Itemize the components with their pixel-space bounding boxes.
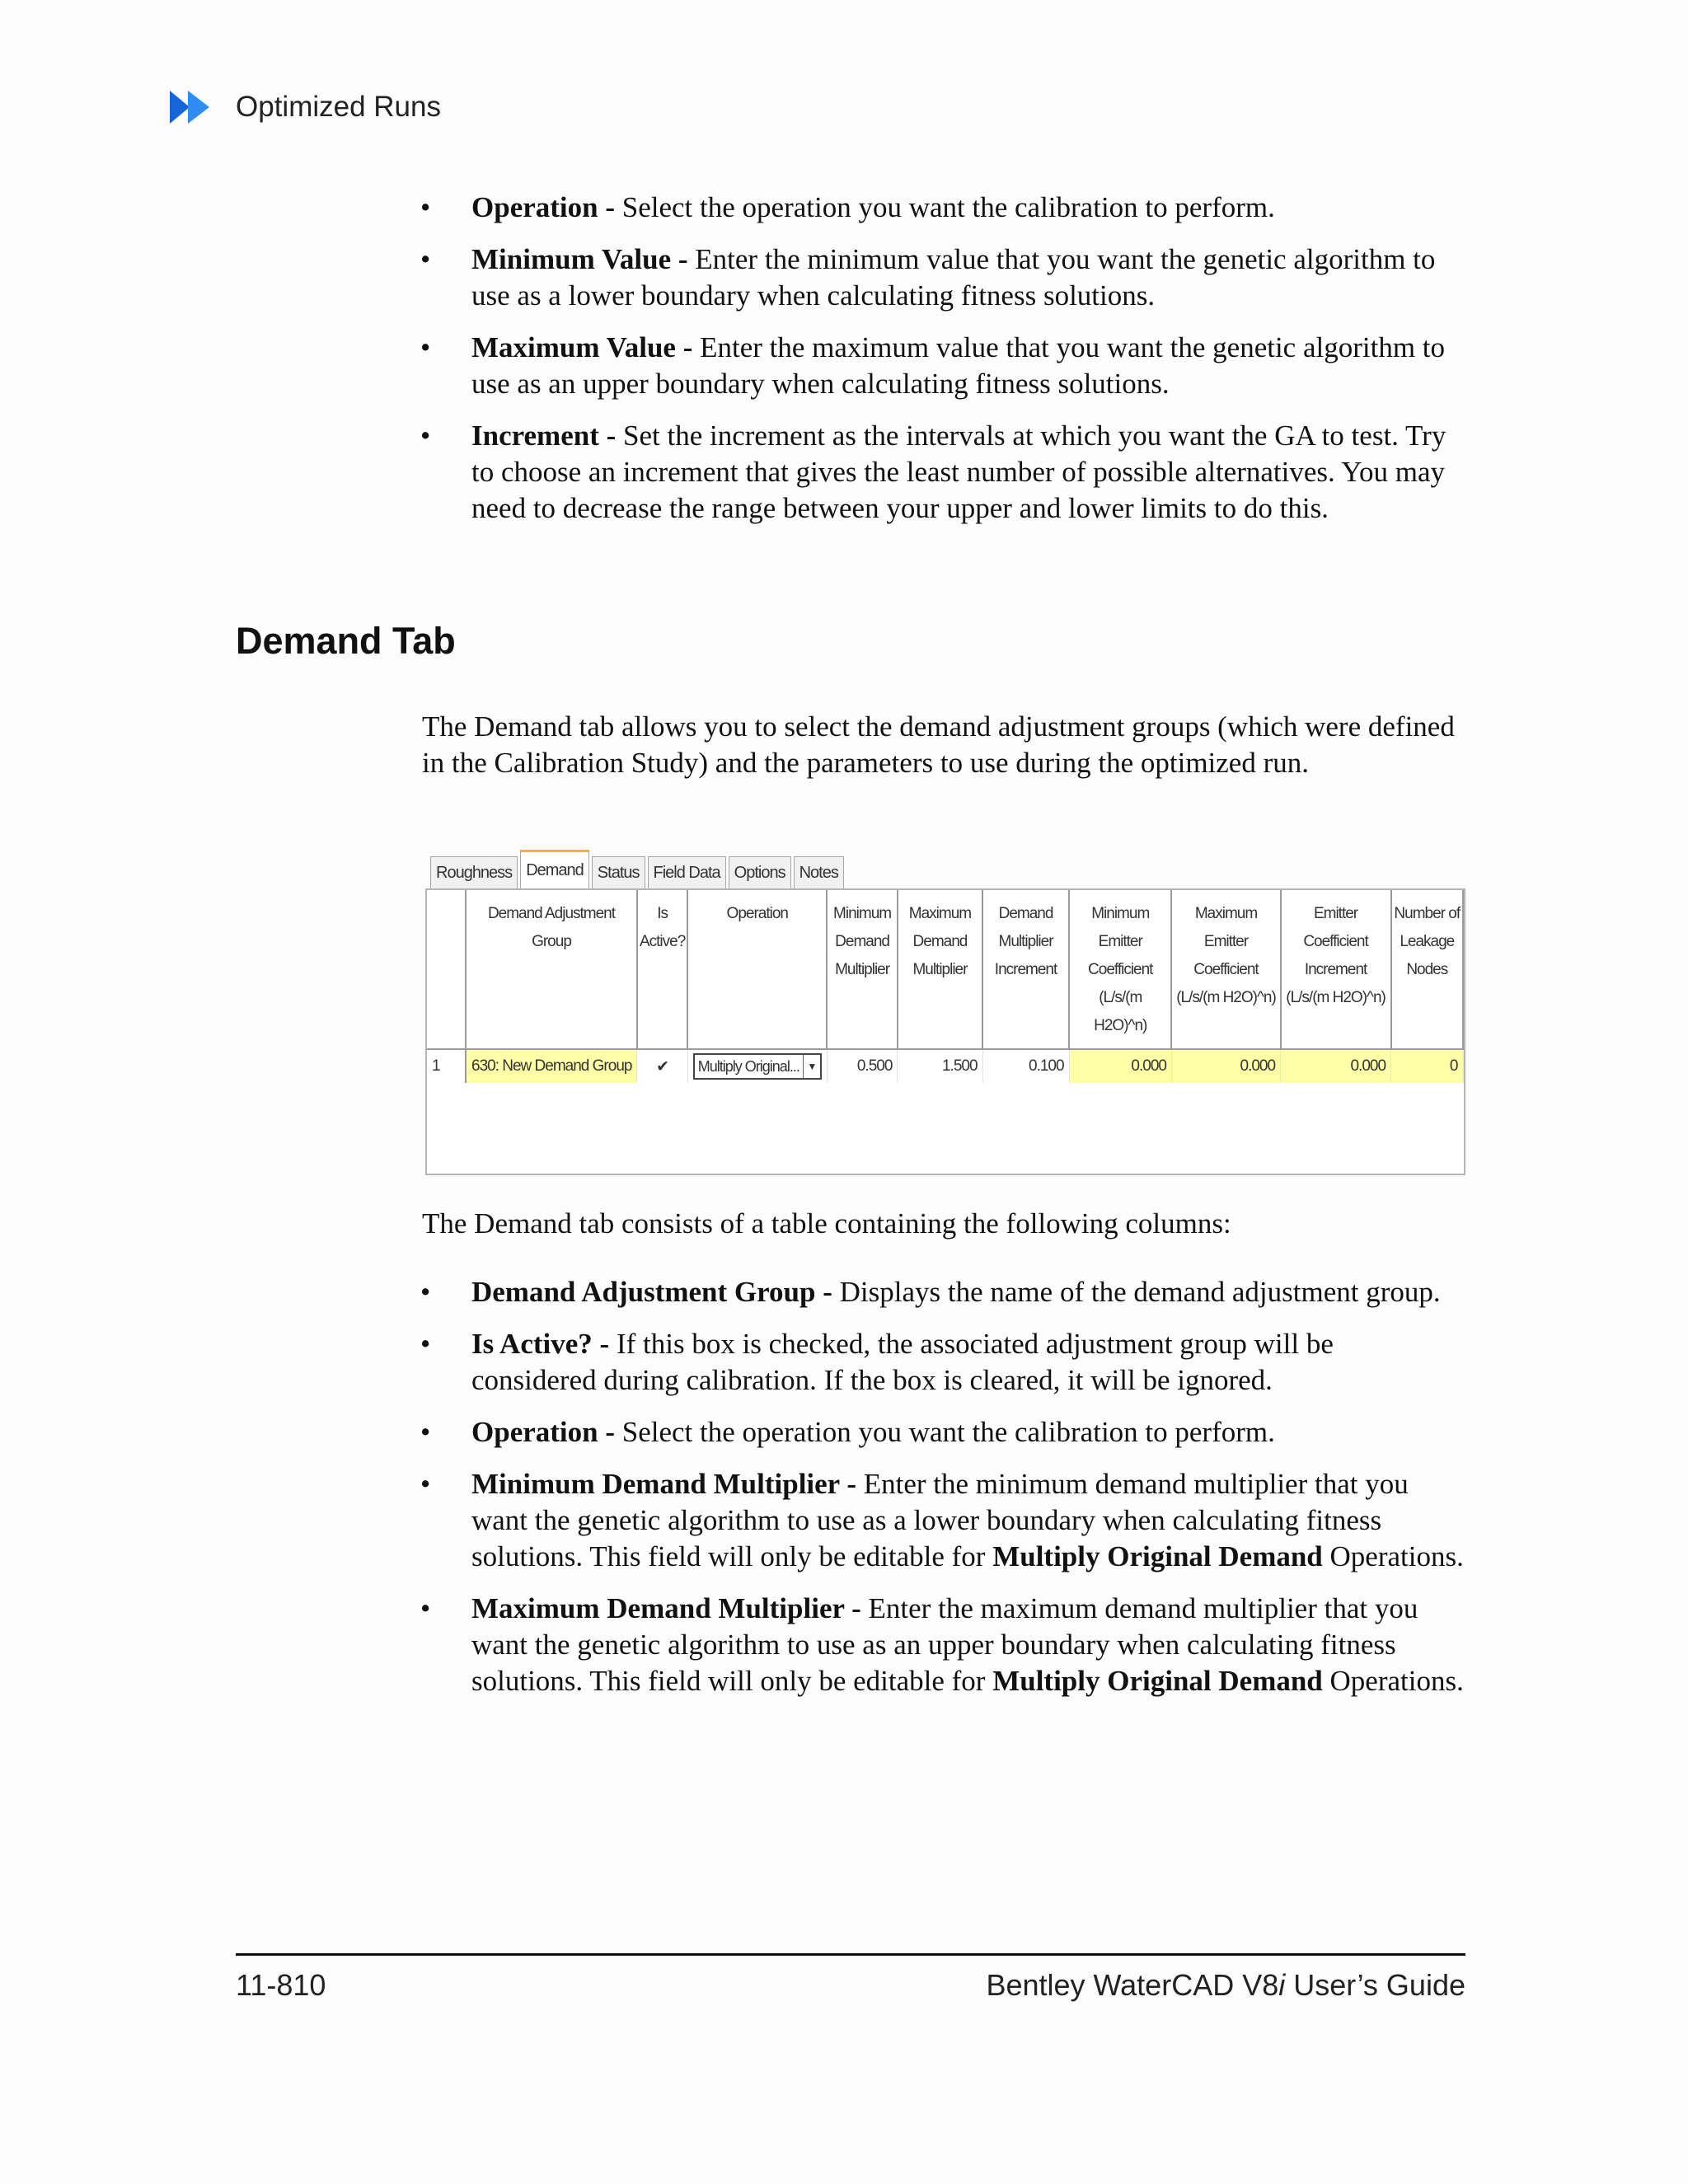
- max-emitter-cell[interactable]: 0.000: [1171, 1049, 1280, 1083]
- list-item: • Is Active? - If this box is checked, the associated adjustment group will be considered during calibration. If the box is cleared, it will be ignored.: [420, 1328, 1334, 1396]
- list-item: • Demand Adjustment Group - Displays the name of the demand adjustment group.: [420, 1276, 1441, 1308]
- max-multiplier-cell[interactable]: 1.500: [898, 1049, 982, 1083]
- list-item: • Minimum Demand Multiplier - Enter the minimum demand multiplier that you want the genetic algorithm to use as a lower boundary when calculating fitness solutions. This field will only be editable for Multiply Original Demand Operations.: [420, 1468, 1464, 1572]
- list-item: • Maximum Demand Multiplier - Enter the maximum demand multiplier that you want the genetic algorithm to use as an upper boundary when calculating fitness solutions. This field will only be editable for Multiply Original Demand Operations.: [420, 1592, 1464, 1697]
- column-header-index: [427, 890, 466, 1049]
- tab-demand[interactable]: Demand: [520, 850, 589, 888]
- tab-options[interactable]: Options: [729, 856, 791, 888]
- guide-title: Bentley WaterCAD V8i User’s Guide: [986, 1968, 1465, 2002]
- running-header-title: Optimized Runs: [236, 91, 441, 123]
- operation-value: Multiply Original...: [697, 1057, 799, 1075]
- table-header-row: [427, 890, 1463, 1049]
- tab-strip: [430, 851, 846, 888]
- column-header-emitter-increment[interactable]: Emitter Coefficient Increment (L/s/(m H2O)^n): [1281, 890, 1391, 1049]
- section-heading: Demand Tab: [236, 620, 456, 662]
- row-index: 1: [427, 1049, 466, 1083]
- operation-cell[interactable]: [687, 1049, 827, 1083]
- emitter-increment-cell[interactable]: 0.000: [1281, 1049, 1391, 1083]
- page-number: 11-810: [236, 1968, 326, 2002]
- intro-paragraph: The Demand tab allows you to select the demand adjustment groups (which were defined in the Calibration Study) and the parameters to use during the optimized run.: [422, 710, 1455, 779]
- list-item: • Minimum Value - Enter the minimum value that you want the genetic algorithm to use as a lower boundary when calculating fitness solutions.: [420, 243, 1436, 312]
- list-item: • Operation - Select the operation you want the calibration to perform.: [420, 191, 1275, 223]
- group-cell[interactable]: 630: New Demand Group: [466, 1049, 637, 1083]
- column-header-is-active[interactable]: Is Active?: [637, 890, 687, 1049]
- min-emitter-cell[interactable]: 0.000: [1069, 1049, 1171, 1083]
- parameter-bullet-list: [419, 190, 1465, 542]
- running-header: [170, 89, 441, 125]
- column-bullet-list: [419, 1274, 1465, 1715]
- column-header-max-multiplier[interactable]: Maximum Demand Multiplier: [898, 890, 982, 1049]
- demand-tab-screenshot: [425, 842, 1465, 1175]
- column-header-group[interactable]: Demand Adjustment Group: [466, 890, 637, 1049]
- column-header-operation[interactable]: Operation: [687, 890, 827, 1049]
- operation-dropdown[interactable]: [693, 1053, 822, 1080]
- tab-notes[interactable]: Notes: [794, 856, 844, 888]
- double-chevron-icon: [170, 89, 223, 125]
- table-intro-paragraph: The Demand tab consists of a table containing the following columns:: [422, 1207, 1231, 1240]
- footer-rule: [236, 1953, 1465, 1956]
- list-item: • Operation - Select the operation you want the calibration to perform.: [420, 1416, 1275, 1448]
- is-active-checkbox[interactable]: ✔: [637, 1049, 687, 1083]
- list-item: • Increment - Set the increment as the intervals at which you want the GA to test. Try to choose an increment that gives the least number of possible alternatives. You may need to decrease the range between your upper and lower limits to do this.: [420, 419, 1447, 524]
- min-multiplier-cell[interactable]: 0.500: [827, 1049, 898, 1083]
- demand-table: [425, 888, 1465, 1175]
- chevron-down-icon[interactable]: ▼: [803, 1055, 820, 1078]
- column-header-leakage-nodes[interactable]: Number of Leakage Nodes: [1391, 890, 1463, 1049]
- tab-status[interactable]: Status: [592, 856, 645, 888]
- column-header-max-emitter[interactable]: Maximum Emitter Coefficient (L/s/(m H2O)^n): [1171, 890, 1280, 1049]
- column-header-multiplier-increment[interactable]: Demand Multiplier Increment: [982, 890, 1069, 1049]
- tab-roughness[interactable]: Roughness: [430, 856, 518, 888]
- list-item: • Maximum Value - Enter the maximum value that you want the genetic algorithm to use as an upper boundary when calculating fitness solutions.: [420, 331, 1446, 400]
- leakage-nodes-cell[interactable]: 0: [1391, 1049, 1463, 1083]
- column-header-min-emitter[interactable]: Minimum Emitter Coefficient (L/s/(m H2O)^n): [1069, 890, 1171, 1049]
- tab-field-data[interactable]: Field Data: [648, 856, 726, 888]
- multiplier-increment-cell[interactable]: 0.100: [982, 1049, 1069, 1083]
- column-header-min-multiplier[interactable]: Minimum Demand Multiplier: [827, 890, 898, 1049]
- table-row[interactable]: [427, 1049, 1463, 1083]
